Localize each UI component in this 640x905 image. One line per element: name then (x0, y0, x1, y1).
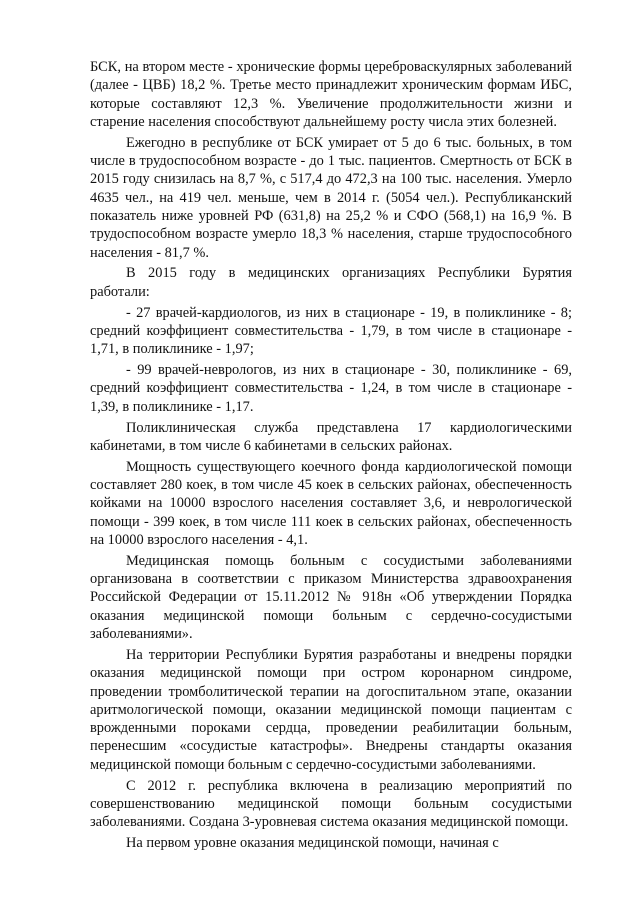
paragraph-4: - 27 врачей-кардиологов, из них в стационаре - 19, в поликлинике - 8; средний коэффициент совместительства - 1,79, в том числе в стационаре - 1,71, в поликлинике - 1,97; (90, 304, 572, 358)
paragraph-9: На территории Республики Бурятия разработаны и внедрены порядки оказания медицинской помощи при остром коронарном синдроме, проведении тромболитической терапии на догоспитальном этапе, оказании аритмологической помощи, оказании медицинской помощи пациентам с врожденными пороками сердца, проведении реабилитации больным, перенесшим «сосудистые катастрофы». Внедрены стандарты оказания медицинской помощи больным с сердечно-сосудистыми заболеваниями. (90, 646, 572, 773)
paragraph-1: БСК, на втором месте - хронические формы цереброваскулярных заболеваний (далее - ЦВБ) 18,2 %. Третье место принадлежит хроническим формам ИБС, которые составляют 12,3 %. Увеличение продолжительности жизни и старение населения способствуют дальнейшему росту числа этих болезней. (90, 59, 572, 130)
paragraph-10: С 2012 г. республика включена в реализацию мероприятий по совершенствованию медицинской помощи больным сосудистыми заболеваниями. Создана 3-уровневая система оказания медицинской помощи. (90, 777, 572, 831)
paragraph-3: В 2015 году в медицинских организациях Республики Бурятия работали: (90, 265, 572, 300)
document-page (90, 58, 572, 855)
paragraph-8: Медицинская помощь больным с сосудистыми заболеваниями организована в соответствии с приказом Министерства здравоохранения Российской Федерации от 15.11.2012 № 918н «Об утверждении Порядка оказания медицинской помощи больным с сердечно-сосудистыми заболеваниями». (90, 552, 572, 643)
paragraph-6: Поликлиническая служба представлена 17 кардиологическими кабинетами, в том числе 6 кабинетами в сельских районах. (90, 419, 572, 454)
paragraph-7: Мощность существующего коечного фонда кардиологической помощи составляет 280 коек, в том числе 45 коек в сельских районах, обеспеченность койками на 10000 взрослого населения составляет 3,6, и неврологической помощи - 399 коек, в том числе 111 коек в сельских районах, обеспеченность на 10000 взрослого населения - 4,1. (90, 458, 572, 548)
paragraph-11: На первом уровне оказания медицинской помощи, начиная с (126, 835, 499, 852)
paragraph-5: - 99 врачей-неврологов, из них в стационаре - 30, поликлинике - 69, средний коэффициент совместительства - 1,24, в том числе в стационаре - 1,39, в поликлинике - 1,17. (90, 362, 572, 415)
paragraph-2: Ежегодно в республике от БСК умирает от 5 до 6 тыс. больных, в том числе в трудоспособном возрасте - до 1 тыс. пациентов. Смертность от БСК в 2015 году снизилась на 8,7 %, с 517,4 до 472,3 на 100 тыс. населения. Умерло 4635 чел., на 419 чел. меньше, чем в 2014 г. (5054 чел.). Республиканский показатель ниже уровней РФ (631,8) на 25,2 % и СФО (568,1) на 16,9 %. В трудоспособном возрасте умерло 18,3 % населения, старше трудоспособного населения - 81,7 %. (90, 134, 572, 261)
